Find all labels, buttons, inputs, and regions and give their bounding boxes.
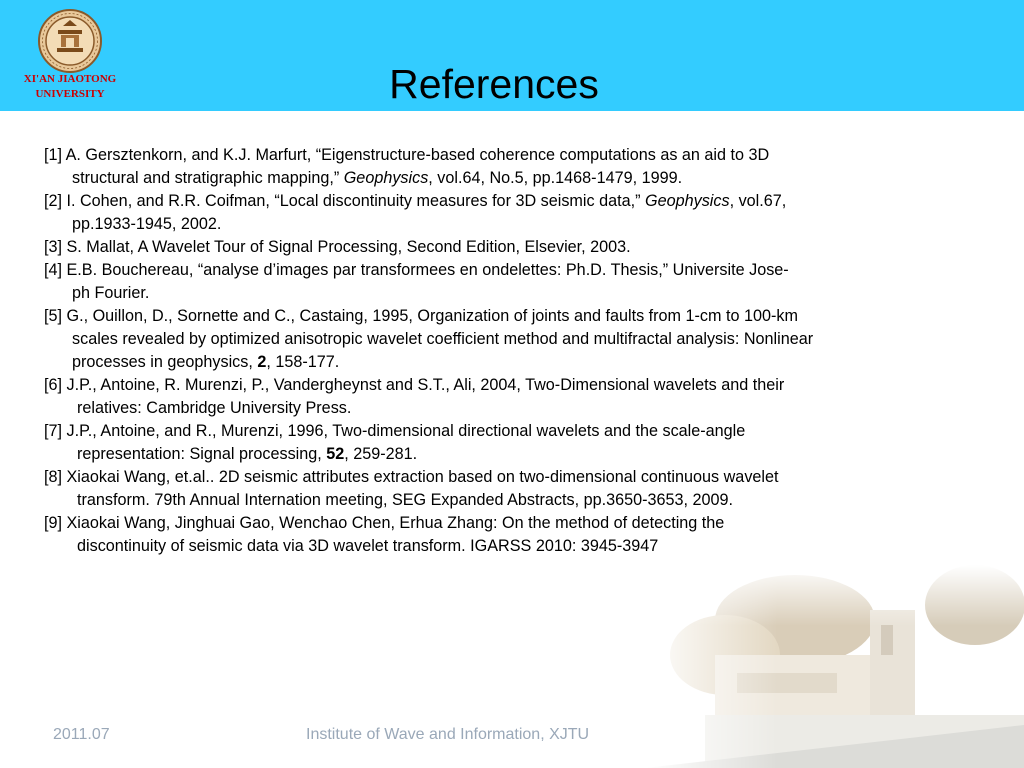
reference-line [44, 351, 999, 374]
reference-line: transform. 79th Annual Internation meeting, SEG Expanded Abstracts, pp.3650-3653, 2009. [77, 491, 734, 509]
title-banner [0, 0, 1024, 111]
reference-text: , 158-177. [266, 353, 340, 371]
reference-line: discontinuity of seismic data via 3D wavelet transform. IGARSS 2010: 3945-3947 [77, 537, 659, 555]
reference-text: processes in geophysics, [72, 353, 258, 371]
university-name-line2: UNIVERSITY [35, 88, 105, 100]
reference-line: relatives: Cambridge University Press. [77, 399, 352, 417]
reference-line: ph Fourier. [72, 284, 150, 302]
reference-line: [3] S. Mallat, A Wavelet Tour of Signal Processing, Second Edition, Elsevier, 2003. [44, 238, 631, 256]
reference-4 [44, 259, 999, 305]
reference-1 [44, 144, 999, 190]
reference-line [44, 190, 999, 213]
reference-line: [4] E.B. Bouchereau, “analyse d’images par transformees en ondelettes: Ph.D. Thesis,” Universite Jose- [44, 261, 789, 279]
reference-line: [1] A. Gersztenkorn, and K.J. Marfurt, “Eigenstructure-based coherence computations as an aid to 3D [44, 146, 770, 164]
reference-6 [44, 374, 999, 420]
reference-line: [9] Xiaokai Wang, Jinghuai Gao, Wenchao Chen, Erhua Zhang: On the method of detecting the [44, 514, 725, 532]
reference-line: [6] J.P., Antoine, R. Murenzi, P., Vandergheynst and S.T., Ali, 2004, Two-Dimensional wavelets and their [44, 376, 785, 394]
reference-7 [44, 420, 999, 466]
reference-2 [44, 190, 999, 236]
campus-gate-image [645, 565, 1024, 768]
reference-9 [44, 512, 999, 558]
reference-line [44, 443, 999, 466]
journal-name: Geophysics [343, 169, 429, 187]
reference-text: , vol.67, [729, 192, 787, 210]
journal-name: Geophysics [645, 192, 730, 210]
reference-line: [5] G., Ouillon, D., Sornette and C., Castaing, 1995, Organization of joints and faults from 1-cm to 100-km [44, 307, 798, 325]
reference-line: scales revealed by optimized anisotropic wavelet coefficient method and multifractal analysis: Nonlinear [72, 330, 814, 348]
references-list [44, 144, 999, 558]
reference-5 [44, 305, 999, 374]
reference-line: pp.1933-1945, 2002. [72, 215, 222, 233]
slide-title: References [389, 61, 599, 107]
footer-date: 2011.07 [53, 726, 110, 743]
reference-text: representation: Signal processing, [77, 445, 327, 463]
reference-3 [44, 236, 999, 259]
reference-line: [7] J.P., Antoine, and R., Murenzi, 1996, Two-dimensional directional wavelets and the scale-angle [44, 422, 746, 440]
reference-line [44, 167, 999, 190]
reference-text: , 259-281. [344, 445, 418, 463]
volume-number: 52 [326, 445, 345, 463]
reference-text: , vol.64, No.5, pp.1468-1479, 1999. [428, 169, 683, 187]
reference-text: [2] I. Cohen, and R.R. Coifman, “Local discontinuity measures for 3D seismic data,” [44, 192, 645, 210]
reference-line: [8] Xiaokai Wang, et.al.. 2D seismic attributes extraction based on two-dimensional continuous wavelet [44, 468, 779, 486]
university-name-line1: XI'AN JIAOTONG [23, 73, 117, 85]
reference-text: structural and stratigraphic mapping,” [72, 169, 344, 187]
reference-8 [44, 466, 999, 512]
volume-number: 2 [257, 353, 267, 371]
footer-institute: Institute of Wave and Information, XJTU [306, 726, 590, 743]
